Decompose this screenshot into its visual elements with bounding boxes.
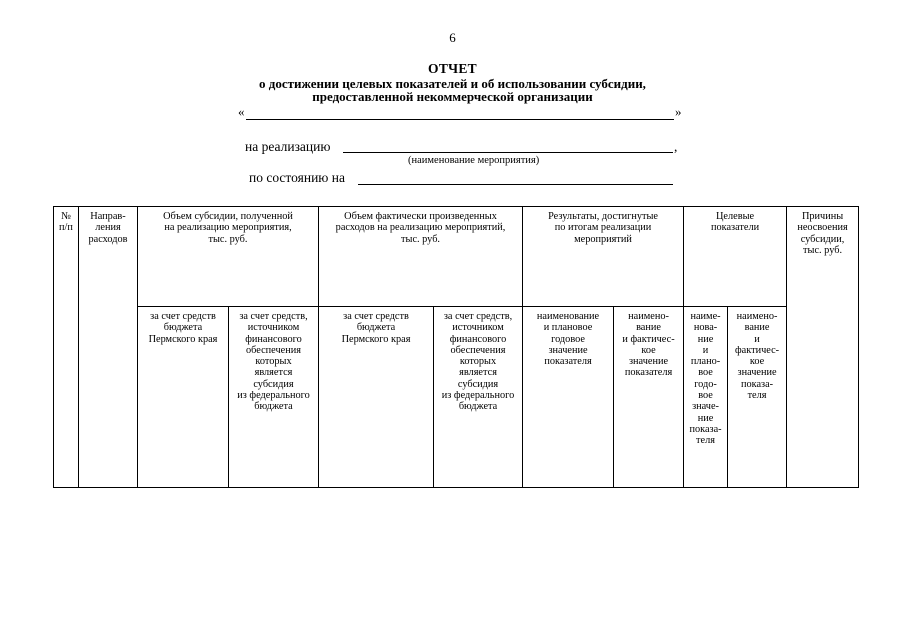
subheader-actual-regional-budget: за счет средств бюджета Пермского края: [319, 307, 434, 488]
header-actual-expenses: Объем фактически произведенных расходов на реализацию мероприятий, тыс. руб.: [319, 207, 523, 307]
realization-label: на реализацию: [245, 139, 331, 154]
quote-close: »: [675, 104, 682, 119]
page-number: 6: [449, 30, 456, 45]
header-subsidy-volume: Объем субсидии, полученной на реализацию мероприятия, тыс. руб.: [138, 207, 319, 307]
subheader-results-plan: наименование и плановое годовое значение показателя: [523, 307, 614, 488]
organization-name-line: [246, 119, 674, 120]
header-results: Результаты, достигнутые по итогам реализации мероприятий: [523, 207, 684, 307]
subheader-subsidy-federal: за счет средств, источником финансового обеспечения которых является субсидия из федерального бюджета: [229, 307, 319, 488]
subheader-target-plan: наиме- нова- ние и плано- вое годо- вое значе- ние показа- теля: [684, 307, 728, 488]
subheader-subsidy-regional-budget: за счет средств бюджета Пермского края: [138, 307, 229, 488]
subheader-results-fact: наимено- вание и фактичес- кое значение показателя: [614, 307, 684, 488]
report-subtitle-line2: предоставленной некоммерческой организации: [312, 89, 593, 104]
header-num: № п/п: [54, 207, 79, 488]
quote-open: «: [238, 104, 245, 119]
date-label: по состоянию на: [249, 170, 345, 185]
report-title: ОТЧЕТ: [428, 61, 477, 76]
header-reasons: Причины неосвоения субсидии, тыс. руб.: [787, 207, 859, 488]
header-target-indicators: Целевые показатели: [684, 207, 787, 307]
event-name-hint: (наименование мероприятия): [408, 155, 540, 166]
event-name-line: [343, 152, 673, 153]
report-table: [53, 206, 859, 488]
subheader-target-fact: наимено- вание и фактичес- кое значение показа- теля: [728, 307, 787, 488]
subheader-actual-federal: за счет средств, источником финансового обеспечения которых является субсидия из федерального бюджета: [434, 307, 523, 488]
realization-comma: ,: [674, 139, 678, 154]
date-line: [358, 184, 673, 185]
report-subtitle-line1: о достижении целевых показателей и об использовании субсидии,: [259, 76, 646, 91]
header-direction: Направ- ления расходов: [79, 207, 138, 488]
